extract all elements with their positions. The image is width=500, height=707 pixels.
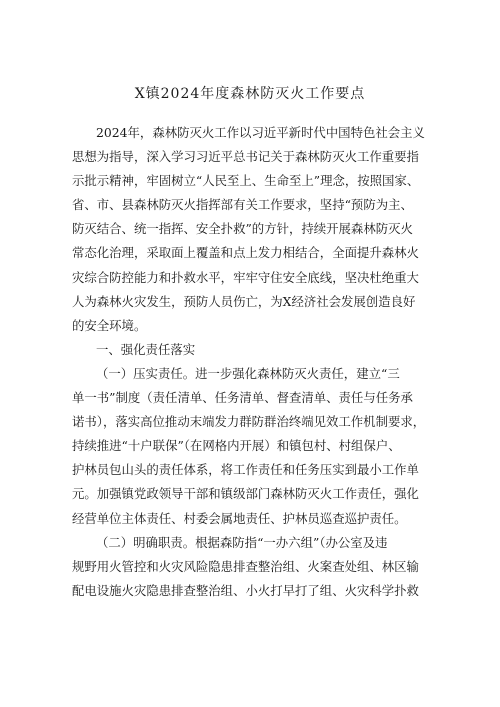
paragraph-section1-line: （一）压实责任。进一步强化森林防灭火责任，建立“三 (96, 365, 400, 381)
paragraph-intro-line: 2024年，森林防灭火工作以习近平新时代中国特色社会主义 (96, 125, 425, 140)
paragraph-intro-line: 思想为指导，深入学习习近平总书记关于森林防灭火工作重要指 (72, 149, 419, 165)
paragraph-section1-line: 元。加强镇党政领导干部和镇级部门森林防灭火工作责任，强化 (72, 486, 419, 502)
section-heading: 一、强化责任落实 (96, 341, 196, 357)
paragraph-intro-line: 人为森林火灾发生，预防人员伤亡，为X经济社会发展创造良好 (72, 293, 416, 309)
paragraph-section1-line: 持续推进“十户联保”（在网格内开展）和镇包村、村组保户、 (72, 438, 401, 454)
paragraph-section1-line: 护林员包山头的责任体系，将工作责任和任务压实到最小工作单 (72, 462, 419, 478)
paragraph-section1-line: 经营单位主体责任、村委会属地责任、护林员巡查巡护责任。 (72, 510, 407, 526)
paragraph-intro-line: 示批示精神，牢固树立“人民至上、生命至上”理念，按照国家、 (72, 173, 420, 189)
paragraph-intro-line: 常态化治理，采取面上覆盖和点上发力相结合，全面提升森林火 (72, 245, 419, 261)
paragraph-intro-line: 防灭结合、统一指挥、安全扑救”的方针，持续开展森林防灭火 (72, 221, 413, 237)
document-title: X镇2024年度森林防灭火工作要点 (134, 86, 366, 102)
paragraph-section1-line: 诺书），落实高位推动末端发力群防群治终端见效工作机制要求， (72, 414, 426, 430)
paragraph-intro-line: 灾综合防控能力和扑救水平，牢牢守住安全底线，坚决杜绝重大 (72, 269, 419, 285)
paragraph-intro-line: 省、市、县森林防灭火指挥部有关工作要求，坚持“预防为主、 (72, 197, 413, 213)
paragraph-intro-line: 的安全环境。 (72, 317, 147, 333)
paragraph-section1-line: 单一书”制度（责任清单、任务清单、督查清单、责任与任务承 (72, 390, 413, 406)
document-body (72, 121, 442, 603)
paragraph-section2-line: （二）明确职责。根据森防指“一办六组”（办公室及违 (96, 534, 388, 550)
paragraph-section2-line: 规野用火管控和火灾风险隐患排查整治组、火案查处组、林区输 (72, 558, 419, 574)
paragraph-section2-line: 配电设施火灾隐患排查整治组、小火打早打了组、火灾科学扑救 (72, 582, 419, 598)
